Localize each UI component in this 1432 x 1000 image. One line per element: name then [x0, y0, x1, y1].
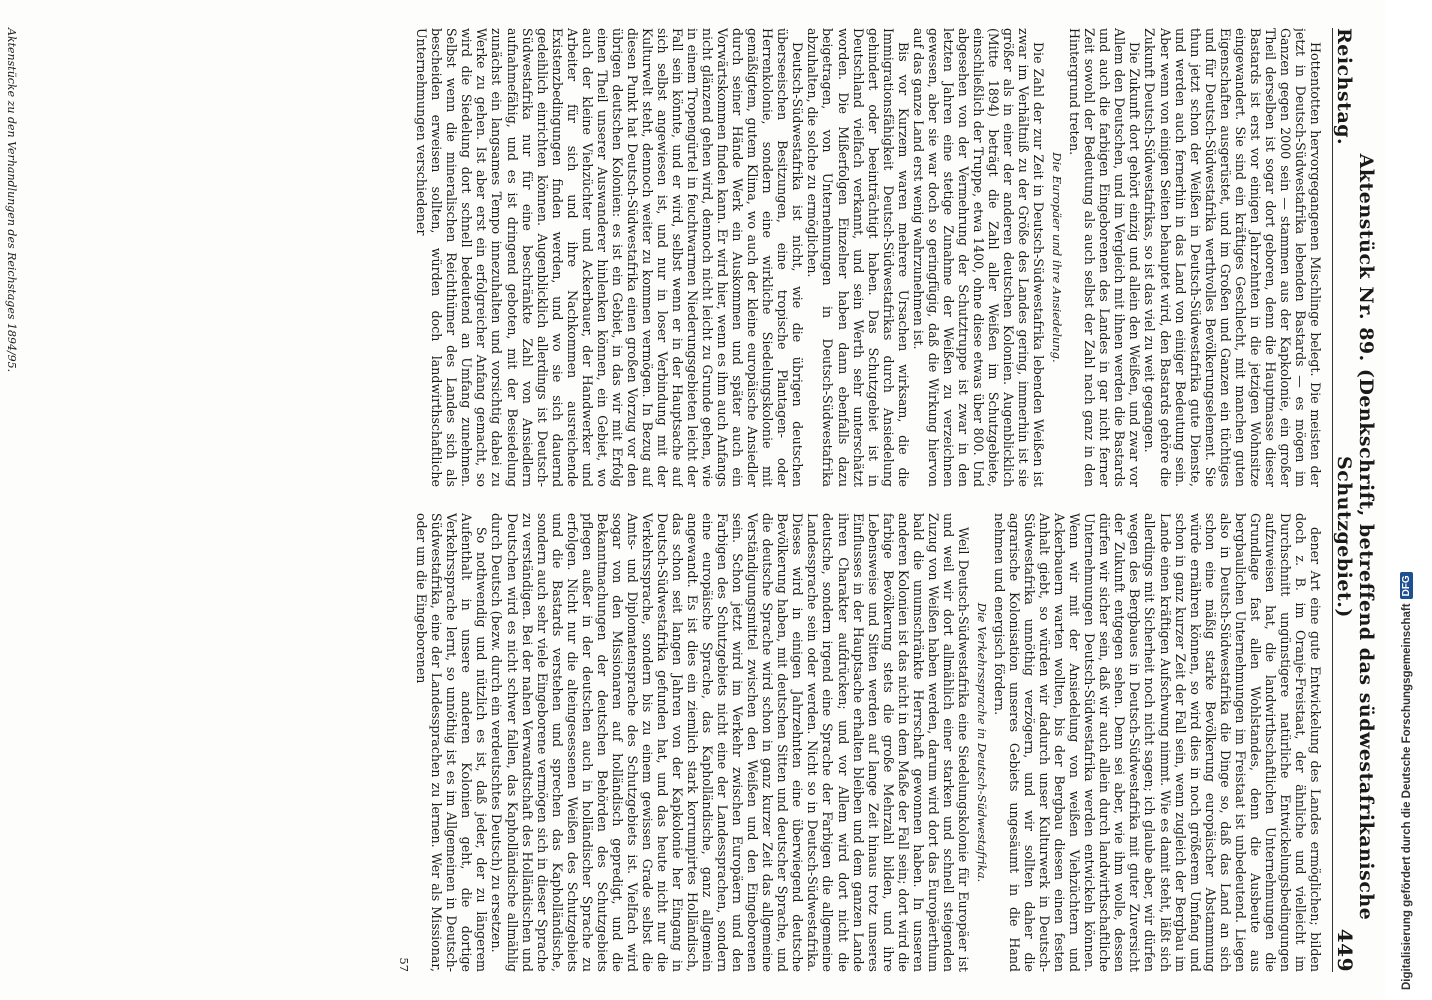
- paragraph: Die Zahl der zur Zeit in Deutsch-Südwestafrika lebenden Weißen ist zwar im Verhältniß zu der Größe des Landes gering, immerhin ist sie größer als in einer der anderen deutschen Kolonien. Augenblicklich (Mitte 1894) beträgt die Zahl aller Weißen im Schutzgebiete, einschließlich der Truppe, etwa 1400, ohne diese etwas über 800. Und abgesehen von der Vermehrung der Schutztruppe ist zwar in den letzten Jahren eine stetige Zunahme der Weißen zu verzeichnen gewesen, aber sie war doch so geringfügig, daß die Wirkung hiervon auf das ganze Land erst wenig wahrzunehmen ist.: [910, 28, 1047, 487]
- credit-text: Digitalisierung gefördert durch die Deutsche Forschungsgemeinschaft: [1400, 603, 1413, 990]
- section-heading: Die Europäer und ihre Ansiedelung.: [1050, 152, 1065, 363]
- paragraph: dener Art eine gute Entwickelung des Landes ermöglichen; bilden doch z. B. im Oranje-Freistaat, der ähnliche und vielleicht im Durchschnitt ungünstigere natürliche Entwickelungsbedingungen aufzuweisen hat, die landwirthschaftlichen Unternehmungen die Grundlage fast allen Wohlstandes, denn die Ausbeute aus bergbaulichen Unternehmungen im Freistaat ist unbedeutend. Liegen also in Deutsch-Südwestafrika die Dinge so, daß das Land an sich schon eine mäßig starke Bevölkerung europäischer Abstammung würde ernähren können, so wird dies in noch größerem Umfang und schon in ganz kurzer Zeit der Fall sein, wenn zugleich der Bergbau im Lande einen kräftigen Aufschwung nimmt. Wie es damit steht, läßt sich allerdings mit Sicherheit noch nicht sagen; ich glaube aber, wir dürfen wegen des Bergbaues in Deutsch-Südwestafrika mit guter Zuversicht der Zukunft entgegen sehen. Denn sei aber, wie ihm wolle, dessen dürfen wir sicher sein, daß wir auch allein durch landwirthschaftliche Unternehmungen Deutsch-Südwestafrika werden entwickeln können. Wenn wir mit der Ansiedelung von weißen Viehzüchtern und Ackerbauern warten wollten, bis der Bergbau diesen einen festen Anhalt giebt, so würden wir dadurch unser Kulturwerk in Deutsch-Südwestafrika unnöthig verzögern, und wir sollten daher die agrarische Kolonisation unseres Gebiets ungesäumt in die Hand nehmen und energisch fördern.: [992, 513, 1323, 972]
- page-header: [1332, 28, 1377, 972]
- footnote: Aktenstücke zu den Verhandlungen des Reichstages 1894/95.: [5, 28, 18, 373]
- page-edge: [1385, 0, 1392, 1000]
- page-number: 449: [1333, 928, 1357, 972]
- column-left: [23, 28, 1323, 487]
- paragraph: Weil Deutsch-Südwestafrika eine Siedelungskolonie für Europäer ist und weil wir dort allmählich einer starken und schnell steigenden Zuzug von Weißen haben werden, darum wird dort das Europäerthum bald die unumschränkte Herrschaft gewonnen haben. In unseren anderen Kolonien ist das nicht in dem Maße der Fall sein; dort wird die farbige Bevölkerung stets die große Mehrzahl bilden, und ihre Lebensweise und Sitten werden auf lange Zeit hinaus trotz unseres Einflusses in der Hauptsache erhalten bleiben und dem ganzen Lande ihren Charakter aufdrücken; und vor Allem wird dort nicht die deutsche, sondern irgend eine Sprache der Farbigen die allgemeine Landessprache sein oder werden. Nicht so in Deutsch-Südwestafrika. Dieses wird in einigen Jahrzehnten eine überwiegend deutsche Bevölkerung haben, mit deutschen Sitten und deutscher Sprache, und die deutsche Sprache wird schon in ganz kurzer Zeit das allgemeine Verständigungsmittel zwischen den Weißen und den Eingeborenen sein. Schon jetzt wird im Verkehr zwischen Europäern und den Farbigen des Schutzgebiets nicht eine der Landessprachen, sondern eine europäische Sprache, das Kapholländische, ganz allgemein angewandt. Es ist dies ein ziemlich stark korrumpirtes Holländisch, das schon seit langen Jahren von der Kapkolonie her Eingang in Deutsch-Südwestafrika gefunden hat, und das heute nicht nur die Verkehrssprache, sondern bis zu einem gewissen Grade selbst die Amts- und Diplomatensprache des Schutzgebiets ist. Vielfach wird sogar von den Missionaren auf holländisch gepredigt, und die Bekanntmachungen der deutschen Behörden des Schutzgebiets pflegen außer in der deutschen auch in holländischer Sprache zu erfolgen. Nicht nur die alteingesessenen Weißen des Schutzgebiets und die Bastards verstehen und sprechen das Kapholländische, sondern auch sehr viele Eingeborene vermögen sich in dieser Sprache zu verständigen. Bei der nahen Verwandtschaft des Holländischen und Deutschen wird es nicht schwer fallen, das Kapholländische allmählig durch Deutsch (bezw. durch ein verdeutschtes Deutsch) zu ersetzen.: [489, 513, 971, 972]
- paragraph: Deutsch-Südwestafrika ist nicht, wie die übrigen deutschen überseeischen Besitzungen, eine tropische Plantagen- oder Herrenkolonie, sondern eine wirkliche Siedelungskolonie mit gemäßigtem, gutem Klima, wo auch der kleine europäische Ansiedler durch seiner Hände Werk ein Auskommen und später auch ein Vorwärtskommen finden kann. Er wird hier, wenn es ihm auch Anfangs nicht glänzend gehen wird, dennoch nicht leicht zu Grunde gehen, wie in einem Tropengürtel in feuchtwarmen Niederungsgebieten leicht der Fall sein könnte, und er wird, selbst wenn er in der Hauptsache auf sich selbst angewiesen ist, und nur in loser Verbindung mit der Kulturwelt steht, dennoch weiter zu kommen vermögen. In Bezug auf diesen Punkt hat Deutsch-Südwestafrika einen großen Vorzug vor den übrigen deutschen Kolonien: es ist ein Gebiet, in das wir mit Erfolg einen Theil unserer Auswanderer hinlenken können, ein Gebiet, wo auch der kleine Viehzüchter und Ackerbauer, der Handwerker und Arbeiter für sich und ihre Nachkommen ausreichende Existenzbedingungen finden werden, und wo sie sich dauernd gedeihlich einrichten können. Augenblicklich allerdings ist Deutsch-Südwestafrika nur für eine beschränkte Zahl von Ansiedlern aufnahmefähig, und es ist dringend geboten, mit der Besiedelung zunächst ein langsames Tempo innezuhalten und vorsichtig dabei zu Werke zu gehen. Ist aber erst ein erfolgreicher Anfang gemacht, so wird die Siedelung dort schnell bedeutend an Umfang zunehmen. Selbst wenn die mineralischen Reichthümer des Landes sich als bescheiden erweisen sollten, würden doch landwirthschaftliche Unternehmungen verschiedener: [414, 28, 806, 487]
- header-left: Reichstag.: [1333, 28, 1355, 146]
- header-title: Aktenstück Nr. 89. (Denkschrift, betreffend das südwestafrikanische Schutzgebiet.): [1333, 153, 1377, 921]
- column-right: [23, 513, 1323, 972]
- paragraph: Hottentotten hervorgegangenen Mischlinge belegt. Die meisten der jetzt in Deutsch-Südwestafrika lebenden Bastards — es mögen im Ganzen gegen 2000 sein — stammen aus der Kapkolonie, ein großer Theil derselben ist sogar dort geboren, denn die Hauptmasse dieser Bastards ist erst vor einigen Jahrzehnten in die jetzigen Wohnsitze eingewandert. Sie sind ein kräftiges Geschlecht, mit manchen guten Eigenschaften ausgerüstet, und im Großen und Ganzen ein tüchtiges und für Deutsch-Südwestafrika werthvolles Bevölkerungselement. Sie thun jetzt schon der Weißen in Deutsch-Südwestafrika gute Dienste, und werden auch fernerhin in das Land von einiger Bedeutung sein. Aber wenn von einigen Seiten behauptet wird, den Bastards gehöre die Zukunft Deutsch-Südwestafrikas, so ist das viel zu weit gegangen.: [1142, 28, 1323, 487]
- signature-mark: 57: [397, 957, 412, 972]
- paragraph: Bis vor Kurzem waren mehrere Ursachen wirksam, die die Immigrationsfähigkeit Deutsch-Südwestafrikas durch Ansiedelung gehindert oder beeinträchtigt haben. Das Schutzgebiet ist in Deutschland vielfach verkannt, und sein Werth sehr unterschätzt worden. Die Mißerfolgen Einzelner haben dann ebenfalls dazu beigetragen, von Unternehmungen in Deutsch-Südwestafrika abzuhalten, die solche zu ermöglichen.: [805, 28, 911, 487]
- digitization-credit: [1400, 10, 1413, 990]
- dfg-logo-icon: DFG: [1400, 572, 1413, 599]
- paragraph: So nothwendig und nützlich es ist, daß jeder, der zu längerem Aufenthalt in unsere anderen Kolonien geht, die dortige Verkehrssprache lernt, so unnöthig ist es im Allgemeinen in Deutsch-Südwestafrika, eine der Landessprachen zu lernen. Wer als Missionar, oder um die Eingeborenen: [414, 513, 490, 972]
- paragraph: Die Zukunft dort gehört einzig und allein den Weißen, und zwar vor Allem den Deutschen, und im Vergleich mit ihnen werden die Bastards und auch die farbigen Eingeborenen des Landes in gar nicht ferner Zeit sowohl der Bedeutung als auch selbst der Zahl nach ganz in den Hintergrund treten.: [1067, 28, 1143, 487]
- text-columns: [23, 28, 1323, 972]
- page-body: [0, 28, 1385, 972]
- section-heading: Die Verkehrssprache in Deutsch-Südwestafrika.: [974, 602, 989, 883]
